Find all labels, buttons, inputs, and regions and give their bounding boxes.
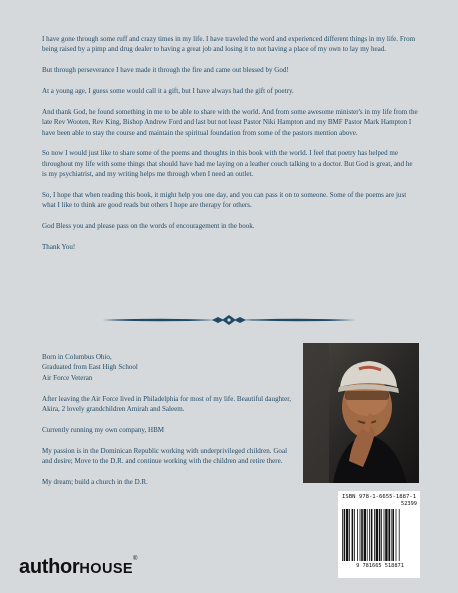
price-code: 52399 (401, 501, 417, 507)
intro-paragraph-7: God Bless you and please pass on the words of encouragement in the book. (42, 222, 255, 231)
barcode-bar (399, 509, 400, 561)
barcode-bar (381, 509, 382, 561)
barcode-bar (384, 509, 385, 561)
barcode-bar (388, 509, 390, 561)
bio-paragraph-2: Currently running my own company, HBM (42, 425, 165, 434)
barcode-bars (342, 509, 418, 561)
intro-paragraph-1: I have gone through some ruff and crazy times in my life. I have traveled the word and experienced different things in my life. From being raised by a pimp and drug dealer to having a great job and losing it to not having a place of my own to lay my head. (42, 35, 416, 54)
barcode-bar (396, 509, 397, 561)
intro-paragraph-5: So now I would just like to share some of the poems and thoughts in this book with the world. I feel that poetry has helped me throughout my life with some things that should have had me laying on a leather couch talking to a doctor. But God is great, and he is my psychiatrist, and my writing helps me through when I need an outlet. (42, 149, 413, 179)
intro-text (42, 34, 418, 263)
barcode-bar (352, 509, 354, 561)
barcode-bar (379, 509, 381, 561)
barcode-bar (360, 509, 361, 561)
intro-paragraph-8: Thank You! (42, 243, 76, 252)
barcode-bar (371, 509, 373, 561)
isbn-barcode (338, 491, 420, 578)
logo-author: author (19, 556, 80, 578)
intro-paragraph-2: But through perseverance I have made it through the fire and came out blessed by God! (42, 66, 289, 75)
publisher-logo (19, 556, 137, 579)
barcode-bar (349, 509, 350, 561)
author-bio (42, 352, 292, 498)
barcode-bar (385, 509, 387, 561)
bio-paragraph-1: After leaving the Air Force lived in Philadelphia for most of my life. Beautiful daughter, Akira, 2 lovely grandchildren Amirah and Saleem. (42, 394, 292, 414)
barcode-bar (374, 509, 375, 561)
intro-paragraph-3: At a young age, I guess some would call it a gift, but I have always had the gift of poetry. (42, 87, 294, 95)
bio-paragraph-3: My passion is in the Dominican Republic working with underprivileged children. Goal and desire; Move to the D.R. and continue working with the children and retire there. (42, 446, 288, 466)
barcode-bar (376, 509, 378, 561)
barcode-bar (392, 509, 394, 561)
author-photo (303, 343, 419, 483)
logo-house: HOUSE (79, 561, 133, 577)
bio-origin (42, 352, 292, 383)
barcode-bar (357, 509, 358, 561)
barcode-bar (342, 509, 343, 561)
author-photo-image (303, 343, 419, 483)
barcode-bar (364, 509, 366, 561)
isbn-label: ISBN 978-1-6655-1887-1 (342, 494, 417, 500)
intro-paragraph-4: And thank God, he found something in me to be able to share with the world. And from some awesome minister's in my life from the late Rev Wooten, Rev King, Bishop Andrew Ford and last but not least Pastor Niki Hampton and my BMF Pastor Mark Hampton I have been able to stay the course and maintain the spiritual foundation from some of the pastors mention above. (42, 107, 418, 137)
intro-paragraph-6: So, I hope that when reading this book, it might help you one day, and you can pass it on to someone. Some of the poems are just what I like to think are good reads but others I hope are therapy for others. (42, 191, 407, 210)
barcode-digits: 9 781665 518871 (356, 563, 404, 569)
bio-paragraph-4: My dream; build a church in the D.R. (42, 477, 148, 486)
bio-origin-line-2: Graduated from East High School (42, 363, 138, 372)
barcode-bar (361, 509, 363, 561)
ornamental-divider (100, 313, 358, 327)
bio-origin-line-3: Air Force Veteran (42, 373, 93, 382)
bio-origin-line-1: Born in Columbus Ohio, (42, 353, 112, 361)
barcode-bar (344, 509, 346, 561)
registered-mark: ® (133, 556, 138, 562)
barcode-bar (391, 509, 392, 561)
barcode-bar (367, 509, 368, 561)
barcode-bar (369, 509, 370, 561)
barcode-bar (346, 509, 348, 561)
barcode-bar (354, 509, 355, 561)
